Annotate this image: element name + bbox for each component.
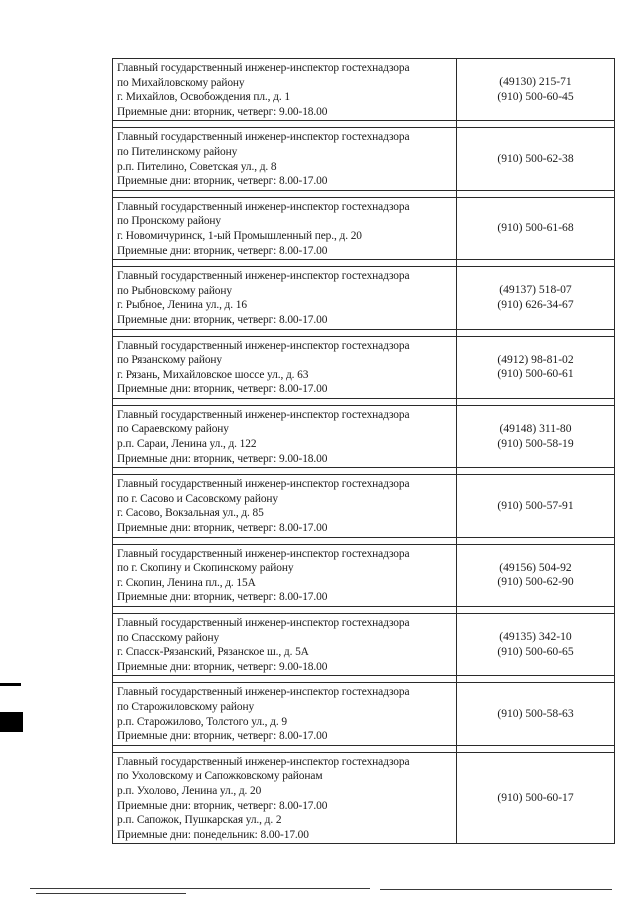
inspector-detail-line: по Старожиловскому району xyxy=(117,700,255,713)
inspector-info-cell xyxy=(113,197,457,259)
footer-rule xyxy=(36,893,186,894)
phone-number: (49130) 215-71 xyxy=(499,75,572,89)
phone-cell xyxy=(457,752,615,844)
row-separator xyxy=(113,607,615,614)
inspector-detail-line: Приемные дни: вторник, четверг: 8.00-17.00 xyxy=(117,522,328,535)
inspector-detail-line: по Пителинскому району xyxy=(117,145,238,158)
phone-number: (910) 500-60-45 xyxy=(497,89,574,103)
inspector-detail-line: по г. Сасово и Сасовскому району xyxy=(117,492,279,505)
row-separator xyxy=(113,398,615,405)
inspector-detail-line: Приемные дни: вторник, четверг: 8.00-17.00 xyxy=(117,799,328,812)
phone-number: (910) 500-62-38 xyxy=(497,151,574,165)
separator-cell xyxy=(113,260,457,267)
inspector-detail-line: Приемные дни: вторник, четверг: 8.00-17.00 xyxy=(117,175,328,188)
row-separator xyxy=(113,329,615,336)
inspector-title: Главный государственный инженер-инспектор гостехнадзора xyxy=(117,270,410,283)
separator-cell xyxy=(457,190,615,197)
inspector-info-cell xyxy=(113,267,457,329)
directory-table-body xyxy=(113,59,615,844)
phone-cell xyxy=(457,128,615,190)
separator-cell xyxy=(457,398,615,405)
phone-number: (910) 500-61-68 xyxy=(497,221,574,235)
inspector-info-cell xyxy=(113,544,457,606)
row-separator xyxy=(113,468,615,475)
inspector-detail-line: по Пронскому району xyxy=(117,215,222,228)
inspector-detail-line: Приемные дни: вторник, четверг: 8.00-17.00 xyxy=(117,313,328,326)
separator-cell xyxy=(113,190,457,197)
inspector-detail-line: р.п. Сапожок, Пушкарская ул., д. 2 xyxy=(117,814,282,827)
inspector-title: Главный государственный инженер-инспектор гостехнадзора xyxy=(117,200,410,213)
phone-number: (49135) 342-10 xyxy=(499,630,572,644)
separator-cell xyxy=(113,676,457,683)
inspector-detail-line: Приемные дни: вторник, четверг: 9.00-18.00 xyxy=(117,660,328,673)
phone-number: (910) 500-60-61 xyxy=(497,367,574,381)
inspector-title: Главный государственный инженер-инспектор гостехнадзора xyxy=(117,617,410,629)
inspector-detail-line: Приемные дни: вторник, четверг: 9.00-18.00 xyxy=(117,452,328,465)
inspector-info-cell xyxy=(113,128,457,190)
inspector-detail-line: по г. Скопину и Скопинскому району xyxy=(117,562,294,575)
separator-cell xyxy=(113,607,457,614)
inspector-detail-line: г. Михайлов, Освобождения пл., д. 1 xyxy=(117,91,290,104)
phone-number: (49148) 311-80 xyxy=(499,421,572,435)
inspector-detail-line: по Михайловскому району xyxy=(117,76,245,89)
separator-cell xyxy=(457,121,615,128)
inspector-detail-line: р.п. Сараи, Ленина ул., д. 122 xyxy=(117,438,257,451)
phone-cell xyxy=(457,336,615,398)
separator-cell xyxy=(113,329,457,336)
inspector-detail-line: Приемные дни: понедельник: 8.00-17.00 xyxy=(117,828,309,841)
inspector-title: Главный государственный инженер-инспектор гостехнадзора xyxy=(117,339,410,352)
phone-number: (4912) 98-81-02 xyxy=(497,352,574,366)
inspector-title: Главный государственный инженер-инспектор гостехнадзора xyxy=(117,547,410,560)
separator-cell xyxy=(457,329,615,336)
scan-artifact-mark xyxy=(0,712,23,732)
row-separator xyxy=(113,260,615,267)
inspector-title: Главный государственный инженер-инспектор гостехнадзора xyxy=(117,131,410,144)
phone-cell xyxy=(457,614,615,676)
inspector-info-cell xyxy=(113,336,457,398)
inspector-detail-line: г. Рязань, Михайловское шоссе ул., д. 63 xyxy=(117,368,309,381)
row-separator xyxy=(113,745,615,752)
separator-cell xyxy=(113,468,457,475)
phone-cell xyxy=(457,475,615,537)
inspector-detail-line: г. Скопин, Ленина пл., д. 15А xyxy=(117,576,256,589)
table-row xyxy=(113,405,615,467)
inspector-info-cell xyxy=(113,614,457,676)
phone-number: (910) 500-58-63 xyxy=(497,706,574,720)
inspector-title: Главный государственный инженер-инспектор гостехнадзора xyxy=(117,686,410,699)
table-row xyxy=(113,614,615,676)
separator-cell xyxy=(457,607,615,614)
inspector-detail-line: г. Рыбное, Ленина ул., д. 16 xyxy=(117,299,247,312)
table-row xyxy=(113,752,615,844)
inspector-info-cell xyxy=(113,752,457,844)
inspector-detail-line: по Спасскому району xyxy=(117,631,220,644)
inspector-detail-line: г. Сасово, Вокзальная ул., д. 85 xyxy=(117,507,264,520)
phone-number: (910) 626-34-67 xyxy=(497,297,574,311)
phone-number: (910) 500-60-65 xyxy=(497,644,574,658)
phone-cell xyxy=(457,544,615,606)
row-separator xyxy=(113,537,615,544)
table-row xyxy=(113,197,615,259)
inspector-info-cell xyxy=(113,683,457,745)
inspector-detail-line: по Рыбновскому району xyxy=(117,284,232,297)
table-row xyxy=(113,683,615,745)
separator-cell xyxy=(113,537,457,544)
phone-cell xyxy=(457,683,615,745)
table-row xyxy=(113,128,615,190)
inspector-detail-line: р.п. Старожилово, Толстого ул., д. 9 xyxy=(117,715,287,728)
inspector-detail-line: Приемные дни: вторник, четверг: 8.00-17.00 xyxy=(117,591,328,604)
table-row xyxy=(113,544,615,606)
phone-number: (910) 500-58-19 xyxy=(497,436,574,450)
phone-number: (49137) 518-07 xyxy=(499,283,572,297)
separator-cell xyxy=(457,537,615,544)
footer-rule xyxy=(30,888,370,889)
inspector-detail-line: г. Спасск-Рязанский, Рязанское ш., д. 5А xyxy=(117,646,309,659)
table-row xyxy=(113,336,615,398)
inspector-detail-line: по Сараевскому району xyxy=(117,423,229,436)
phone-number: (910) 500-60-17 xyxy=(497,790,574,804)
row-separator xyxy=(113,676,615,683)
table-row xyxy=(113,475,615,537)
inspector-detail-line: р.п. Ухолово, Ленина ул., д. 20 xyxy=(117,784,262,797)
inspector-detail-line: Приемные дни: вторник, четверг: 9.00-18.00 xyxy=(117,105,328,118)
inspector-info-cell xyxy=(113,59,457,121)
phone-number: (910) 500-57-91 xyxy=(497,498,574,512)
footer-rule xyxy=(380,889,612,890)
separator-cell xyxy=(457,468,615,475)
inspector-title: Главный государственный инженер-инспектор гостехнадзора xyxy=(117,478,410,491)
phone-number: (49156) 504-92 xyxy=(499,560,572,574)
inspector-detail-line: Приемные дни: вторник, четверг: 8.00-17.00 xyxy=(117,383,328,396)
inspector-title: Главный государственный инженер-инспектор гостехнадзора xyxy=(117,408,410,421)
row-separator xyxy=(113,190,615,197)
inspector-title: Главный государственный инженер-инспектор гостехнадзора xyxy=(117,62,410,74)
phone-number: (910) 500-62-90 xyxy=(497,575,574,589)
table-row xyxy=(113,59,615,121)
separator-cell xyxy=(113,745,457,752)
scan-artifact-mark xyxy=(0,683,21,686)
phone-cell xyxy=(457,197,615,259)
inspector-detail-line: Приемные дни: вторник, четверг: 8.00-17.00 xyxy=(117,730,328,743)
inspector-info-cell xyxy=(113,475,457,537)
inspector-detail-line: г. Новомичуринск, 1-ый Промышленный пер., д. 20 xyxy=(117,229,362,242)
separator-cell xyxy=(113,398,457,405)
table-row xyxy=(113,267,615,329)
inspector-info-cell xyxy=(113,405,457,467)
inspector-title: Главный государственный инженер-инспектор гостехнадзора xyxy=(117,755,410,768)
inspector-detail-line: Приемные дни: вторник, четверг: 8.00-17.00 xyxy=(117,244,328,257)
row-separator xyxy=(113,121,615,128)
phone-cell xyxy=(457,59,615,121)
inspector-detail-line: р.п. Пителино, Советская ул., д. 8 xyxy=(117,160,277,173)
separator-cell xyxy=(457,745,615,752)
inspector-detail-line: по Ухоловскому и Сапожковскому районам xyxy=(117,770,323,783)
inspector-directory-table xyxy=(112,58,615,844)
separator-cell xyxy=(457,260,615,267)
phone-cell xyxy=(457,405,615,467)
phone-cell xyxy=(457,267,615,329)
separator-cell xyxy=(113,121,457,128)
inspector-detail-line: по Рязанскому району xyxy=(117,354,223,367)
separator-cell xyxy=(457,676,615,683)
